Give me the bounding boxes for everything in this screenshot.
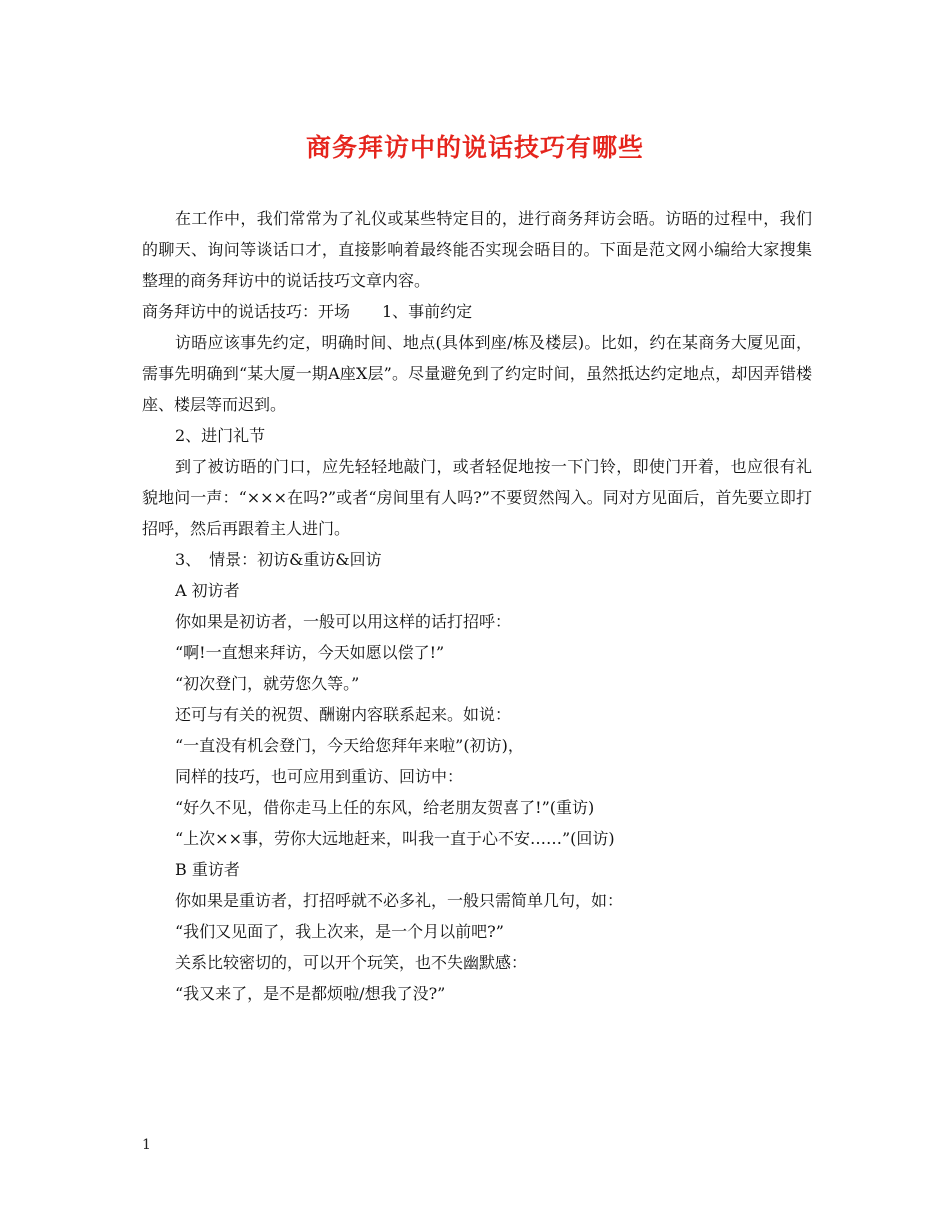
paragraph-entry-etiquette: 到了被访晤的门口，应先轻轻地敲门，或者轻促地按一下门铃，即使门开着，也应很有礼貌地问一声：“×××在吗?”或者“房间里有人吗?”不要贸然闯入。同对方见面后，首先要立即打招呼，然后再跟着主人进门。 (142, 457, 812, 538)
quote-line: “我们又见面了，我上次来，是一个月以前吧?” (175, 922, 504, 941)
quote-line: “初次登门，就劳您久等。” (175, 674, 360, 693)
section-heading-entry-etiquette: 2、进门礼节 (175, 426, 266, 445)
page-title: 商务拜访中的说话技巧有哪些 (305, 133, 644, 162)
subheading-first-visit: A 初访者 (175, 581, 240, 600)
paragraph-line: 你如果是初访者，一般可以用这样的话打招呼： (175, 612, 512, 631)
section-heading-opening: 商务拜访中的说话技巧：开场 1、事前约定 (142, 302, 473, 321)
quote-line: “我又来了，是不是都烦啦/想我了没?” (175, 984, 446, 1003)
page-number: 1 (142, 1137, 151, 1153)
quote-line: “好久不见，借你走马上任的东风，给老朋友贺喜了!”(重访) (175, 798, 595, 817)
paragraph-line: 同样的技巧，也可应用到重访、回访中： (175, 767, 464, 786)
paragraph-appointment: 访晤应该事先约定，明确时间、地点(具体到座/栋及楼层)。比如，约在某商务大厦见面，需事先明确到“某大厦一期A座X层”。尽量避免到了约定时间，虽然抵达约定地点，却因弄错楼座、楼层等而迟到。 (142, 333, 812, 414)
paragraph-line: 你如果是重访者，打招呼就不必多礼，一般只需简单几句，如： (175, 891, 624, 910)
quote-line: “啊!一直想来拜访，今天如愿以偿了!” (175, 643, 445, 662)
document-body (142, 203, 812, 1009)
section-heading-scenarios: 3、 情景：初访&重访&回访 (175, 550, 382, 569)
quote-line: “上次××事，劳你大远地赶来，叫我一直于心不安……”(回访) (175, 829, 615, 848)
subheading-repeat-visit: B 重访者 (175, 860, 240, 879)
quote-line: “一直没有机会登门，今天给您拜年来啦”(初访)， (175, 736, 524, 755)
paragraph-line: 关系比较密切的，可以开个玩笑，也不失幽默感： (175, 953, 528, 972)
paragraph-line: 还可与有关的祝贺、酬谢内容联系起来。如说： (175, 705, 512, 724)
paragraph-intro: 在工作中，我们常常为了礼仪或某些特定目的，进行商务拜访会晤。访晤的过程中，我们的聊天、询问等谈话口才，直接影响着最终能否实现会晤目的。下面是范文网小编给大家搜集整理的商务拜访中的说话技巧文章内容。 (142, 209, 812, 290)
